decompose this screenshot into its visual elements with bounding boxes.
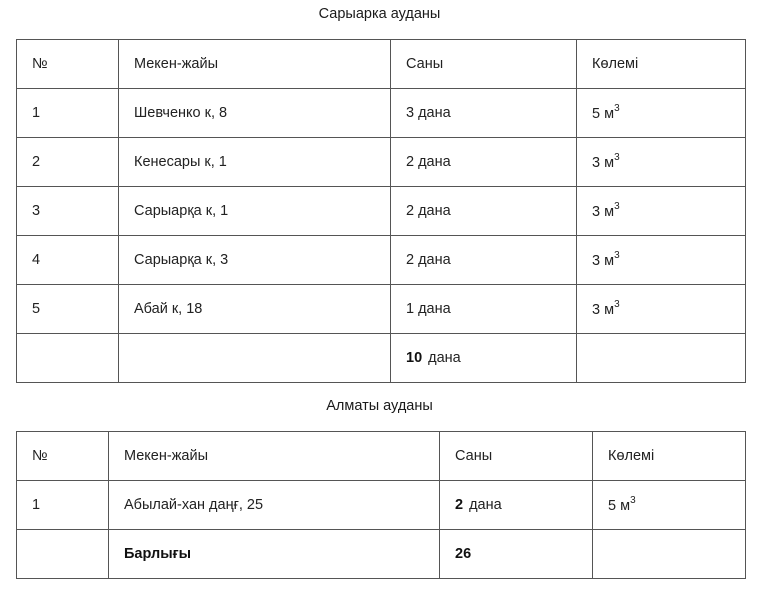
volume-exponent: 3	[614, 299, 620, 311]
cell-volume	[577, 187, 746, 236]
volume-exponent: 3	[614, 103, 620, 115]
volume-value: 3 м	[592, 203, 615, 220]
cell-empty	[119, 334, 391, 383]
volume-exponent: 3	[614, 152, 620, 164]
cell-count	[440, 481, 593, 530]
cell-total-count	[391, 334, 577, 383]
total-row	[17, 334, 746, 383]
total-number: 10	[406, 350, 423, 366]
cell-volume	[577, 236, 746, 285]
header-volume: Көлемі	[593, 432, 746, 481]
cell-address: Абылай-хан даңғ, 25	[109, 481, 440, 530]
cell-address: Шевченко к, 8	[119, 89, 391, 138]
table-header-row	[17, 432, 746, 481]
cell-volume	[593, 481, 746, 530]
volume-value: 5 м	[608, 497, 631, 514]
volume-value: 3 м	[592, 154, 615, 171]
cell-number: 5	[17, 285, 119, 334]
header-address: Мекен-жайы	[119, 40, 391, 89]
table-row	[17, 285, 746, 334]
total-label: Барлығы	[109, 530, 440, 579]
header-count: Саны	[440, 432, 593, 481]
cell-volume	[577, 138, 746, 187]
cell-count: 3 дана	[391, 89, 577, 138]
total-number: 26	[440, 530, 593, 579]
cell-empty	[17, 530, 109, 579]
header-number: №	[17, 432, 109, 481]
cell-empty	[593, 530, 746, 579]
cell-volume	[577, 89, 746, 138]
count-unit: дана	[469, 497, 502, 513]
table-header-row	[17, 40, 746, 89]
table-row	[17, 187, 746, 236]
volume-exponent: 3	[630, 495, 636, 507]
total-row	[17, 530, 746, 579]
section-title-almaty: Алматы ауданы	[326, 398, 433, 414]
cell-count: 2 дана	[391, 187, 577, 236]
cell-count: 2 дана	[391, 236, 577, 285]
table-row	[17, 138, 746, 187]
cell-number: 3	[17, 187, 119, 236]
cell-address: Сарыарқа к, 1	[119, 187, 391, 236]
table-row	[17, 481, 746, 530]
cell-number: 2	[17, 138, 119, 187]
header-number: №	[17, 40, 119, 89]
volume-exponent: 3	[614, 250, 620, 262]
header-volume: Көлемі	[577, 40, 746, 89]
table-row	[17, 236, 746, 285]
cell-number: 1	[17, 481, 109, 530]
cell-count: 2 дана	[391, 138, 577, 187]
header-count: Саны	[391, 40, 577, 89]
cell-volume	[577, 285, 746, 334]
volume-value: 3 м	[592, 252, 615, 269]
section-title-saryarka: Сарыарка ауданы	[318, 6, 441, 22]
volume-value: 5 м	[592, 105, 615, 122]
volume-exponent: 3	[614, 201, 620, 213]
volume-value: 3 м	[592, 301, 615, 318]
cell-address: Сарыарқа к, 3	[119, 236, 391, 285]
header-address: Мекен-жайы	[109, 432, 440, 481]
table-row	[17, 89, 746, 138]
count-number: 2	[455, 497, 464, 513]
cell-empty	[17, 334, 119, 383]
cell-address: Кенесары к, 1	[119, 138, 391, 187]
cell-number: 1	[17, 89, 119, 138]
almaty-table	[16, 431, 746, 579]
cell-address: Абай к, 18	[119, 285, 391, 334]
total-unit: дана	[428, 350, 461, 366]
cell-number: 4	[17, 236, 119, 285]
saryarka-table	[16, 39, 746, 383]
cell-count: 1 дана	[391, 285, 577, 334]
cell-empty	[577, 334, 746, 383]
